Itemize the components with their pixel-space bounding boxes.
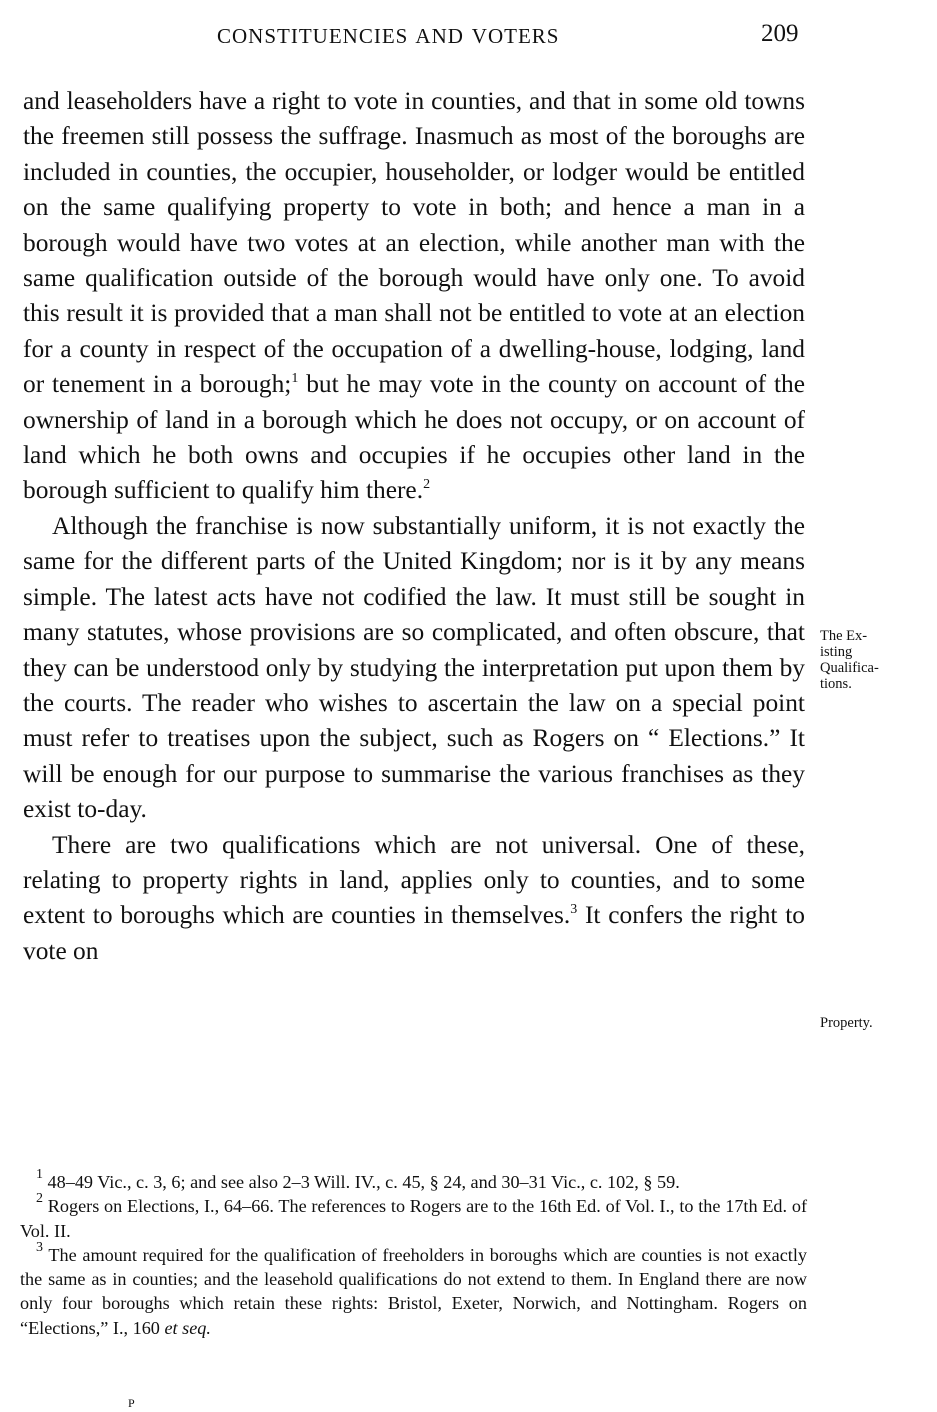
footnote-ref-1: 1 (291, 371, 299, 387)
footnote-3-marker: 3 (36, 1239, 43, 1255)
footnote-1-marker: 1 (36, 1167, 43, 1182)
page-number: 209 (761, 20, 799, 47)
sidenote-line: isting (820, 644, 853, 660)
main-text (23, 84, 805, 969)
footnote-ref-2: 2 (423, 477, 431, 493)
footnote-2-text: Rogers on Elections, I., 64–66. The references to Rogers are to the 16th Ed. of Vol. I., to the 17th Ed. of Vol. II. (20, 1196, 807, 1241)
sidenote-line: The Ex- (820, 628, 868, 644)
footnote-3 (20, 1239, 807, 1340)
sidenote-property: Property. (820, 1015, 873, 1031)
paragraph-2 (23, 509, 805, 828)
page-header (0, 18, 937, 54)
paragraph-2-text: Although the franchise is now substantially uniform, it is not exactly the same for the different parts of the United Kingdom; nor is it by any means simple. The latest acts have not codified the law. It must still be sought in many statutes, whose provisions are so complicated, and often obscure, that they can be understood only by studying the interpretation put upon them by the courts. The reader who wishes to ascertain the law on a special point must refer to treatises upon the subject, such as Rogers on “ Elections.” It will be enough for our purpose to summarise the various franchises as they exist to-day. (23, 511, 805, 824)
sidenote-existing-qualifications (820, 628, 920, 692)
sidenote-line: Qualifica- (820, 660, 879, 676)
paragraph-1-text-b: but he may vote in the county on account of the ownership of land in a borough which he does not occupy, or on account of land which he both owns and occupies if he occupies other land in the borough sufficient to qualify him there. (23, 370, 805, 505)
running-title: CONSTITUENCIES AND VOTERS (217, 24, 560, 48)
footnote-3-italic: et seq. (164, 1317, 211, 1338)
sidenote-line: tions. (820, 676, 852, 692)
footnote-3-text: The amount required for the qualification of freeholders in boroughs which are counties is not exactly the same as in counties; and the leasehold qualifications do not extend to them. In England there are now only four boroughs which retain these rights: Bristol, Exeter, Norwich, and Nottingham. Rogers on “Elections,” I., 160 (20, 1244, 807, 1338)
paragraph-1-text-a: and leaseholders have a right to vote in counties, and that in some old towns the freemen still possess the suffrage. Inasmuch as most of the boroughs are included in counties, the occupier, householder, or lodger would be entitled on the same qualifying property to vote in both; and hence a man in a borough would have two votes at an election, while another man with the same qualification outside of the borough would have only one. To avoid this result it is provided that a man shall not be entitled to vote at an election for a county in respect of the occupation of a dwelling-house, lodging, land or tenement in a borough; (23, 87, 805, 399)
paragraph-3 (23, 828, 805, 970)
paragraph-3-text-a: There are two qualifications which are not universal. One of these, relating to property rights in land, applies only to counties, and to some extent to boroughs which are counties in themselves. (23, 830, 805, 930)
paragraph-1 (23, 84, 805, 509)
signature-mark: P (128, 1396, 135, 1410)
footnote-1 (20, 1167, 807, 1194)
footnotes (20, 1167, 807, 1340)
footnote-1-text: 48–49 Vic., c. 3, 6; and see also 2–3 Will. IV., c. 45, § 24, and 30–31 Vic., c. 102, § 59. (43, 1172, 680, 1192)
footnote-2 (20, 1191, 807, 1243)
footnote-2-marker: 2 (36, 1191, 43, 1207)
paragraph-3-text-b: It confers the right to vote on (23, 901, 805, 965)
footnote-ref-3: 3 (570, 902, 578, 918)
